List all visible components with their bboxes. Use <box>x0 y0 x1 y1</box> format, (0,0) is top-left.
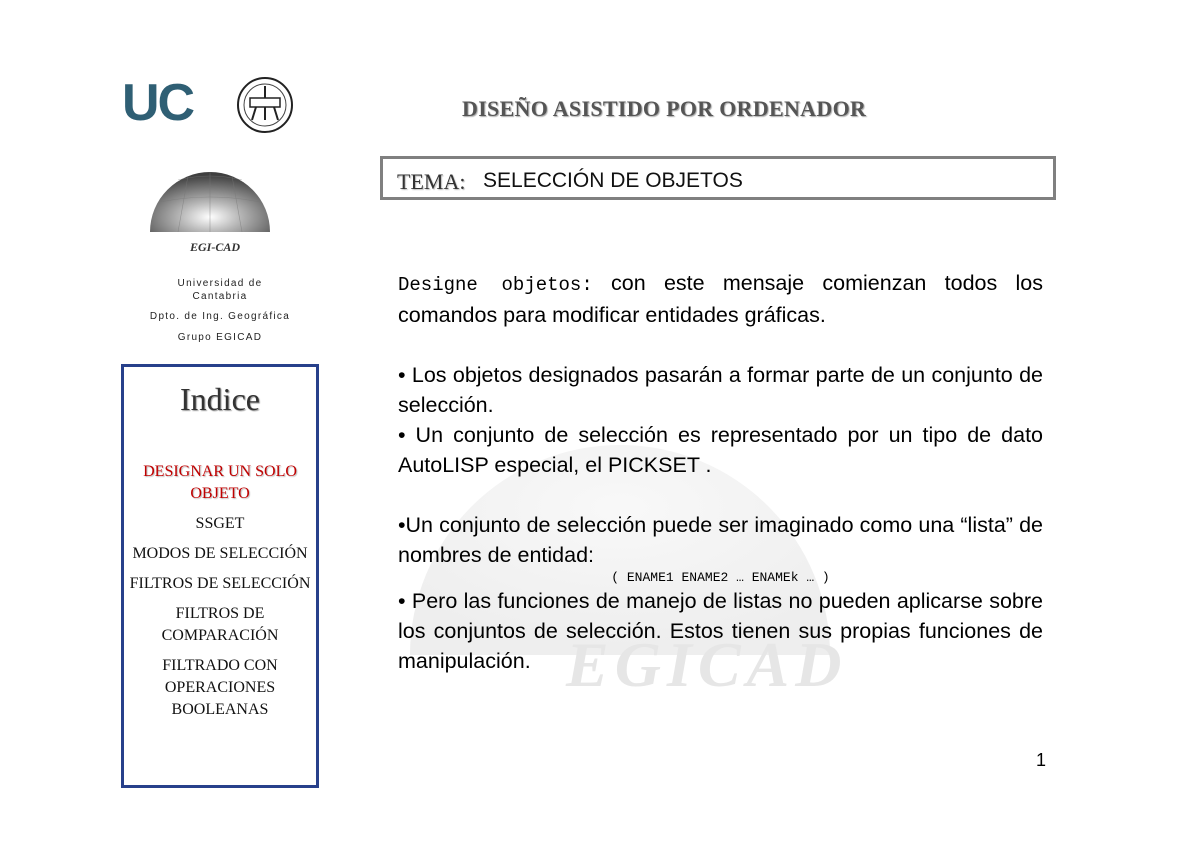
intro-text: con este mensaje comienzan todos los comandos para modificar entidades gráficas. <box>398 271 1043 327</box>
bullet-4: • Pero las funciones de manejo de listas no pueden aplicarse sobre los conjuntos de selección. Estos tienen sus propias funciones de manipulación. <box>398 589 1043 673</box>
index-title: Indice <box>180 381 260 417</box>
index-item-ssget[interactable]: SSGET <box>195 515 245 532</box>
egicad-logo-label: EGI-CAD <box>189 240 240 254</box>
tema-label: TEMA: <box>397 169 466 194</box>
university-region: Cantabria <box>192 291 248 302</box>
bullet-3: •Un conjunto de selección puede ser imaginado como una “lista” de nombres de entidad: <box>398 513 1043 567</box>
intro-code: Designe objetos: <box>398 274 593 296</box>
bullet-1: • Los objetos designados pasarán a formar parte de un conjunto de selección. <box>398 363 1043 417</box>
department-name: Dpto. de Ing. Geográfica <box>149 311 291 322</box>
group-name: Grupo EGICAD <box>177 332 263 343</box>
index-list <box>124 461 316 729</box>
intro-paragraph <box>398 268 1043 330</box>
index-item-modos[interactable]: MODOS DE SELECCIÓN <box>132 545 308 562</box>
index-panel <box>121 364 319 788</box>
main-content <box>398 268 1043 676</box>
bullet-2: • Un conjunto de selección es representado por un tipo de dato AutoLISP especial, el PICKSET . <box>398 423 1043 477</box>
code-example: ( ENAME1 ENAME2 … ENAMEk … ) <box>611 570 830 585</box>
geodesic-dome-icon <box>148 152 272 234</box>
watermark-text: EGICAD <box>566 629 848 700</box>
index-item-filtrado-booleanas[interactable]: FILTRADO CON OPERACIONES BOOLEANAS <box>162 657 278 718</box>
page-title: DISEÑO ASISTIDO POR ORDENADOR <box>462 96 867 121</box>
index-item-filtros-seleccion[interactable]: FILTROS DE SELECCIÓN <box>129 575 311 592</box>
uc-logo: UC <box>122 74 194 132</box>
university-name: Universidad de <box>177 278 263 289</box>
tema-box <box>380 156 1056 200</box>
index-item-filtros-comparacion[interactable]: FILTROS DE COMPARACIÓN <box>161 605 279 644</box>
university-seal-icon <box>236 76 294 134</box>
index-item-designar[interactable]: DESIGNAR UN SOLO OBJETO <box>143 463 297 502</box>
page-number: 1 <box>1036 750 1047 770</box>
tema-title: SELECCIÓN DE OBJETOS <box>483 169 743 192</box>
